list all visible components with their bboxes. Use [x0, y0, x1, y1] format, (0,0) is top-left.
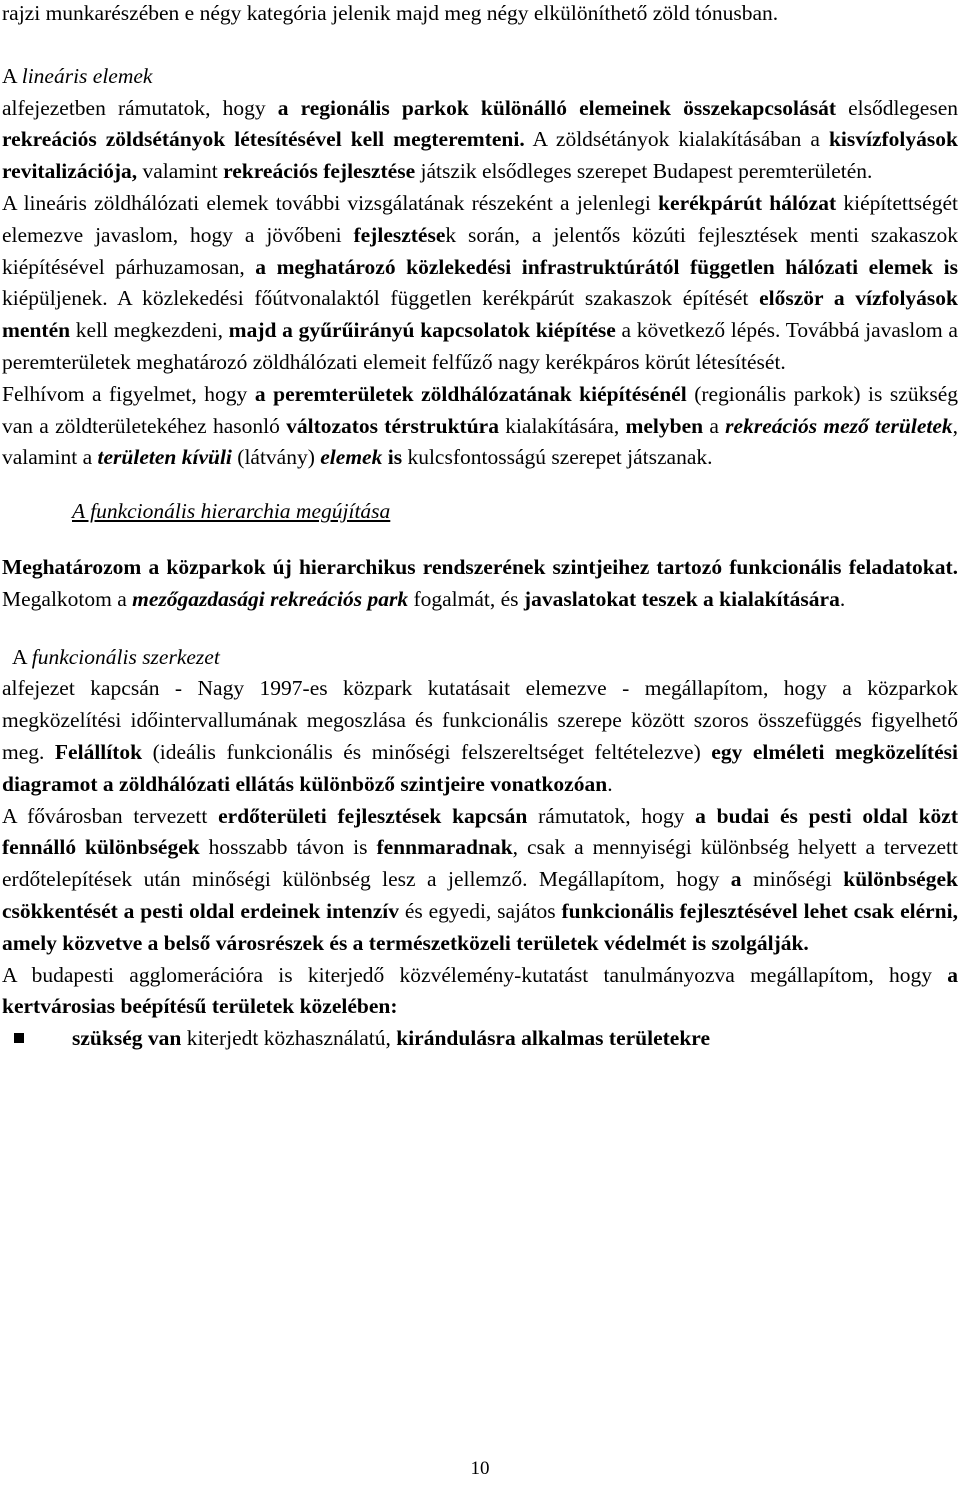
- text-run: kiterjedt közhasználatú,: [181, 1026, 397, 1051]
- paragraph-linear-elements: [2, 93, 958, 188]
- text-run: Felállítok: [54, 739, 143, 764]
- text-run: valamint: [137, 159, 224, 184]
- text-run: funkcionális fejlesztésével lehet csak elérni, amely közvetve a belső városrészek és a természetközeli területek védelmét is szolgálják.: [2, 898, 958, 955]
- text-run: kialakítására,: [498, 413, 626, 438]
- text-run: Meghatározom a közparkok új hierarchikus rendszerének szintjeihez tartozó funkcionális feladatokat.: [2, 554, 958, 579]
- text-run: és egyedi, sajátos: [399, 898, 562, 923]
- text-run: minőségi: [741, 867, 844, 892]
- text-run: (regionális parkok) is szükség van a zöldterületekéhez hasonló: [2, 381, 958, 438]
- text-run: elsődlegesen: [836, 95, 958, 120]
- text-run: a peremterületek zöldhálózatának kiépítésénél: [254, 381, 687, 406]
- paragraph-spatial-structure: [2, 379, 958, 474]
- text-run: A fővárosban tervezett: [2, 803, 219, 828]
- bullet-list: [2, 1023, 958, 1055]
- text-run: először a vízfolyások mentén: [2, 286, 958, 343]
- text-run: javaslatokat teszek a kialakítására: [523, 586, 840, 611]
- text-run: a: [730, 867, 742, 892]
- text-run: rekreációs mező területek: [725, 413, 953, 438]
- text-run: a regionális parkok különálló elemeinek összekapcsolását: [277, 95, 837, 120]
- text-run: a: [703, 413, 726, 438]
- text-run: .: [607, 771, 613, 796]
- text-run: A lineáris zöldhálózati elemek további vizsgálatának részeként a jelenlegi: [2, 190, 659, 215]
- text-run: (ideális funkcionális és minőségi felszereltséget feltételezve): [142, 739, 712, 764]
- text-run: a budai és pesti oldal közt fennálló különbségek: [2, 803, 958, 860]
- text-run: kisvízfolyások revitalizációja,: [2, 127, 958, 184]
- text-run: .: [839, 586, 846, 611]
- text-run: k során, a jelentős közúti fejlesztések menti szakaszok kiépítésével párhuzamosan,: [2, 222, 958, 279]
- text-run: A: [12, 644, 32, 669]
- paragraph-public-opinion: [2, 960, 958, 1024]
- text-run: is: [387, 445, 403, 470]
- text-run: hosszabb távon is: [199, 835, 377, 860]
- text-run: rajzi munkarészében e négy kategória jelenik majd meg négy elkülöníthető zöld tónusban.: [2, 1, 779, 25]
- text-run: melyben: [625, 413, 704, 438]
- text-run: kulcsfontosságú szerepet játszanak.: [402, 445, 713, 470]
- text-run: , csak a mennyiségi különbség helyett a tervezett erdőtelepítések után minőségi különbség lesz a jellemző. Megállapítom, hogy: [2, 835, 958, 892]
- text-run: szükség van: [72, 1026, 182, 1051]
- text-run: alfejezetben rámutatok, hogy: [2, 95, 278, 120]
- text-run: alfejezet kapcsán - Nagy 1997-es közpark kutatásait elemezve - megállapítom, hogy a közparkok megközelítési időintervallumának megoszlása és funkcionális szerepe között szoros összefüggés figyelhető meg.: [2, 676, 958, 764]
- subsection-ref-functional-structure: [12, 642, 958, 674]
- text-run: kerékpárút hálózat: [658, 190, 837, 215]
- text-run: lineáris elemek: [21, 63, 153, 88]
- text-run: változatos térstruktúra: [286, 413, 499, 438]
- text-run: a meghatározó közlekedési infrastruktúrától független hálózati elemek is: [255, 254, 958, 279]
- text-run: rámutatok, hogy: [527, 803, 696, 828]
- paragraph-functional-structure: [2, 673, 958, 800]
- text-run: kiépítettségét elemezve javaslom, hogy a jövőbeni: [2, 190, 958, 247]
- text-run: játszik elsődleges szerepet Budapest peremterületén.: [415, 159, 873, 184]
- paragraph-forest-development: [2, 801, 958, 960]
- text-run: , valamint a: [2, 413, 959, 470]
- text-run: kiépüljenek. A közlekedési főútvonalaktól független kerékpárút szakaszok építését: [2, 286, 760, 311]
- text-run: Felhívom a figyelmet, hogy: [2, 381, 255, 406]
- text-run: egy elméleti megközelítési diagramot a zöldhálózati ellátás különböző szintjeire vonatkozóan: [2, 739, 958, 796]
- text-run: A budapesti agglomerációra is kiterjedő közvélemény-kutatást tanulmányozva megállapítom, hogy: [2, 962, 948, 987]
- paragraph-bicycle-network: [2, 188, 958, 379]
- text-run: fogalmát, és: [408, 586, 524, 611]
- document-page: [2, 0, 958, 1055]
- text-run: mezőgazdasági rekreációs park: [132, 586, 409, 611]
- text-run: A: [2, 63, 22, 88]
- text-run: a következő lépés. Továbbá javaslom a peremterületek meghatározó zöldhálózati elemeit felfűző nagy kerékpáros körút létesítését.: [2, 318, 958, 374]
- text-run: különbségek csökkentését a pesti oldal erdeinek intenzív: [2, 867, 958, 923]
- list-item-text: [72, 1026, 710, 1050]
- text-run: (látvány): [231, 445, 321, 470]
- list-item: [2, 1023, 958, 1055]
- text-run: kell megkezdeni,: [70, 318, 229, 343]
- text-run: funkcionális szerkezet: [31, 644, 220, 669]
- paragraph-intro-continuation: [2, 0, 958, 30]
- square-bullet-icon: [14, 1033, 24, 1043]
- text-run: rekreációs zöldsétányok létesítésével kell megteremteni.: [2, 127, 525, 152]
- text-run: Megalkotom a: [2, 586, 133, 611]
- text-run: területen kívüli: [97, 445, 232, 470]
- text-run: elemek: [320, 445, 383, 470]
- subsection-ref-linear-elements: [2, 61, 958, 93]
- text-run: rekreációs fejlesztése: [223, 159, 416, 184]
- text-run: a kertvárosias beépítésű területek közelében:: [2, 962, 958, 1019]
- section-title-functional-hierarchy: A funkcionális hierarchia megújítása: [72, 499, 391, 524]
- text-run: fennmaradnak: [376, 835, 513, 860]
- text-run: A zöldsétányok kialakításában a: [524, 127, 829, 152]
- text-run: kirándulásra alkalmas területekre: [396, 1026, 710, 1051]
- text-run: fejlesztése: [353, 222, 446, 247]
- paragraph-functional-hierarchy: [2, 552, 958, 616]
- text-run: majd a gyűrűirányú kapcsolatok kiépítése: [228, 318, 616, 343]
- page-number: 10: [470, 1458, 490, 1479]
- text-run: erdőterületi fejlesztések kapcsán: [218, 803, 528, 828]
